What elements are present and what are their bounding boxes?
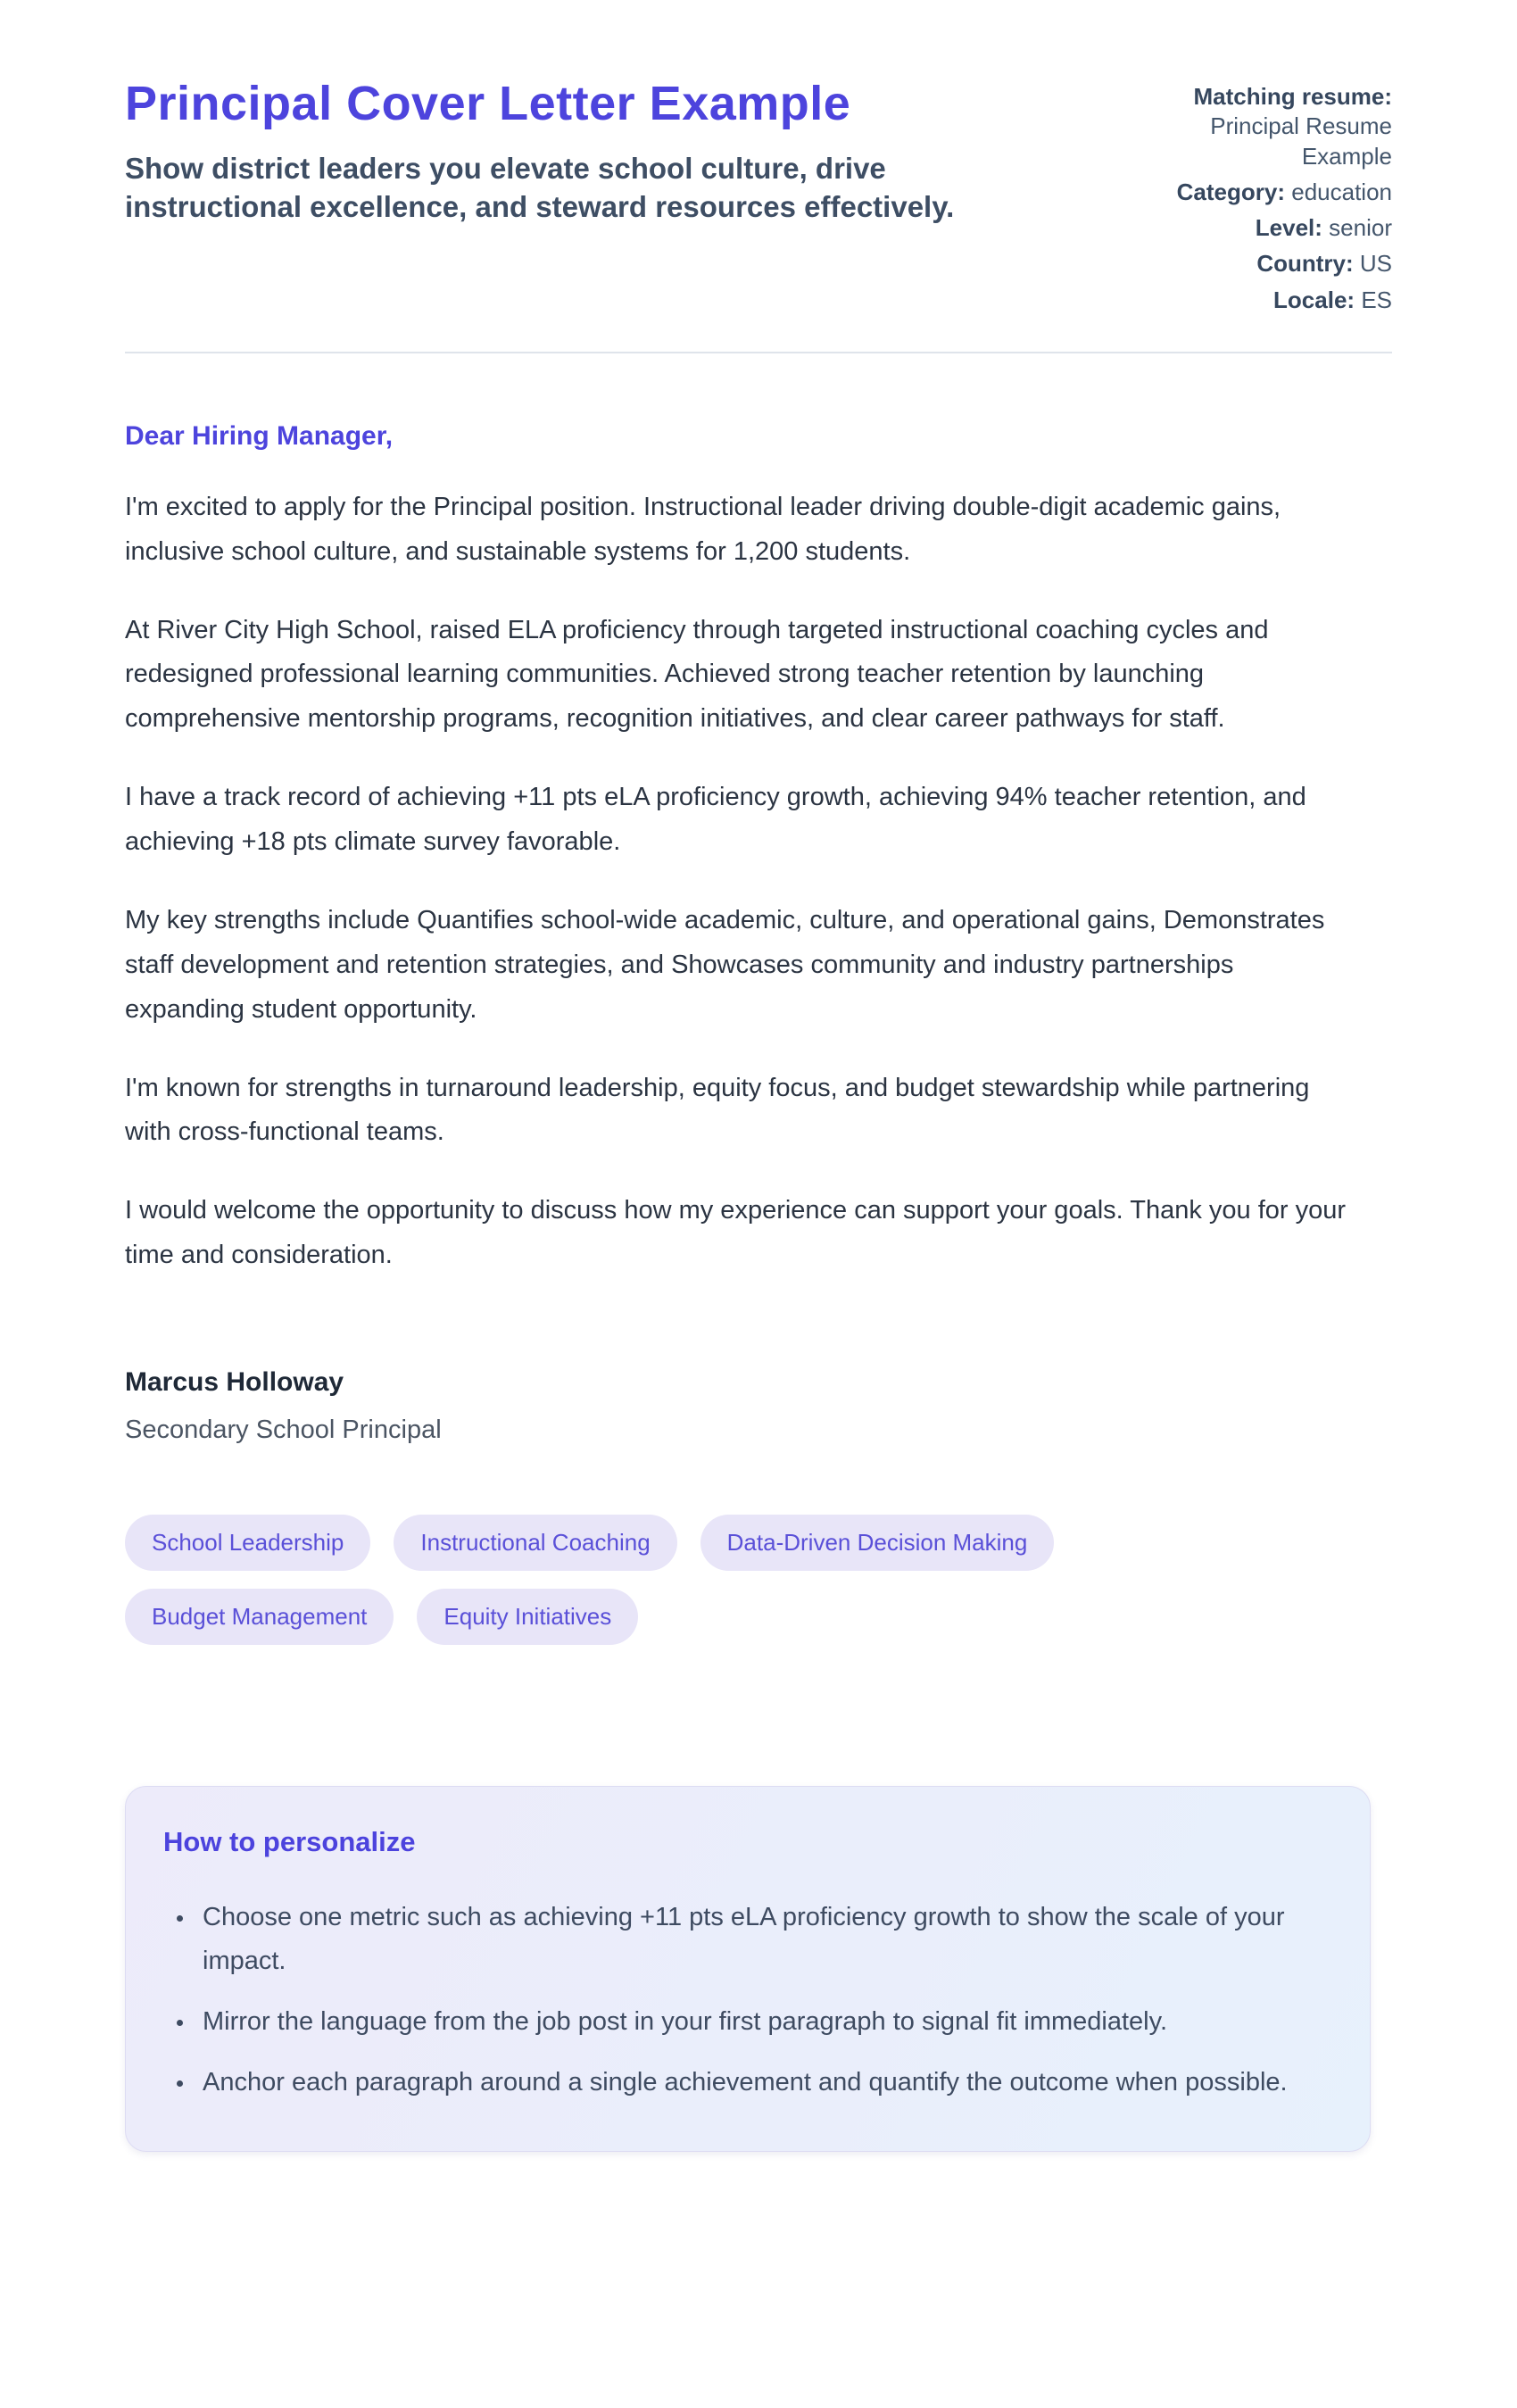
letter-paragraph: I have a track record of achieving +11 pts eLA proficiency growth, achieving 94% teacher retention, and achieving +18 pts climate survey favorable. (125, 783, 1306, 857)
letter-greeting: Dear Hiring Manager, (125, 420, 394, 451)
personalize-bullet: • Anchor each paragraph around a single achievement and quantify the outcome when possible. (195, 2061, 1293, 2104)
personalize-bullet: • Choose one metric such as achieving +11 pts eLA proficiency growth to show the scale of your impact. (195, 1896, 1293, 1982)
meta-level-label: Level: (1255, 214, 1322, 242)
meta-locale (1124, 286, 1392, 315)
letter-paragraph: I would welcome the opportunity to discuss how my experience can support your goals. Thank you for your time and consideration. (125, 1196, 1347, 1270)
meta-category-value: education (1291, 178, 1392, 205)
tag-pill: Budget Management (125, 1589, 394, 1645)
resume-meta-block (1124, 79, 1392, 321)
how-to-personalize-title: How to personalize (163, 1826, 416, 1858)
tag-pill: Equity Initiatives (417, 1589, 638, 1645)
header-divider (125, 352, 1392, 353)
letter-paragraph: At River City High School, raised ELA proficiency through targeted instructional coaching cycles and redesigned professional learning communities. Achieved strong teacher retention by launching comprehensive mentorship programs, recognition initiatives, and clear career pathways for staff. (125, 615, 1269, 734)
letter-paragraph: My key strengths include Quantifies school-wide academic, culture, and operational gains, Demonstrates staff development and retention strategies, and Showcases community and industry partnerships expanding student opportunity. (125, 905, 1325, 1024)
how-to-personalize-box (125, 1786, 1371, 2152)
header-text-block (125, 79, 1008, 227)
meta-locale-label: Locale: (1273, 286, 1355, 313)
meta-matching-value: Principal Resume Example (1210, 112, 1392, 170)
tag-pill: Data-Driven Decision Making (700, 1515, 1055, 1571)
meta-country-label: Country: (1256, 250, 1354, 278)
meta-country (1124, 249, 1392, 278)
meta-category-label: Category: (1176, 178, 1285, 205)
page-header (125, 79, 1392, 321)
meta-matching-label: Matching resume: (1193, 83, 1392, 110)
page-title: Principal Cover Letter Example (125, 77, 851, 130)
signature-name: Marcus Holloway (125, 1367, 344, 1398)
tag-pill: Instructional Coaching (394, 1515, 676, 1571)
letter-paragraph: I'm known for strengths in turnaround leadership, equity focus, and budget stewardship while partnering with cross-functional teams. (125, 1073, 1310, 1147)
keyword-tags (125, 1515, 1312, 1645)
meta-level-value: senior (1329, 214, 1392, 242)
page-container (125, 0, 1392, 2152)
tag-pill: School Leadership (125, 1515, 370, 1571)
meta-country-value: US (1359, 250, 1392, 278)
signature-role: Secondary School Principal (125, 1416, 442, 1445)
meta-locale-value: ES (1361, 286, 1392, 313)
meta-matching-resume (1124, 82, 1392, 171)
meta-category (1124, 178, 1392, 207)
how-to-personalize-list (163, 1896, 1320, 2105)
meta-level (1124, 213, 1392, 243)
page-subtitle: Show district leaders you elevate school culture, drive instructional excellence, and steward resources effectively. (125, 151, 955, 224)
letter-paragraph: I'm excited to apply for the Principal position. Instructional leader driving double-digit academic gains, inclusive school culture, and sustainable systems for 1,200 students. (125, 492, 1281, 566)
personalize-bullet: • Mirror the language from the job post in your first paragraph to signal fit immediately. (195, 2000, 1293, 2043)
